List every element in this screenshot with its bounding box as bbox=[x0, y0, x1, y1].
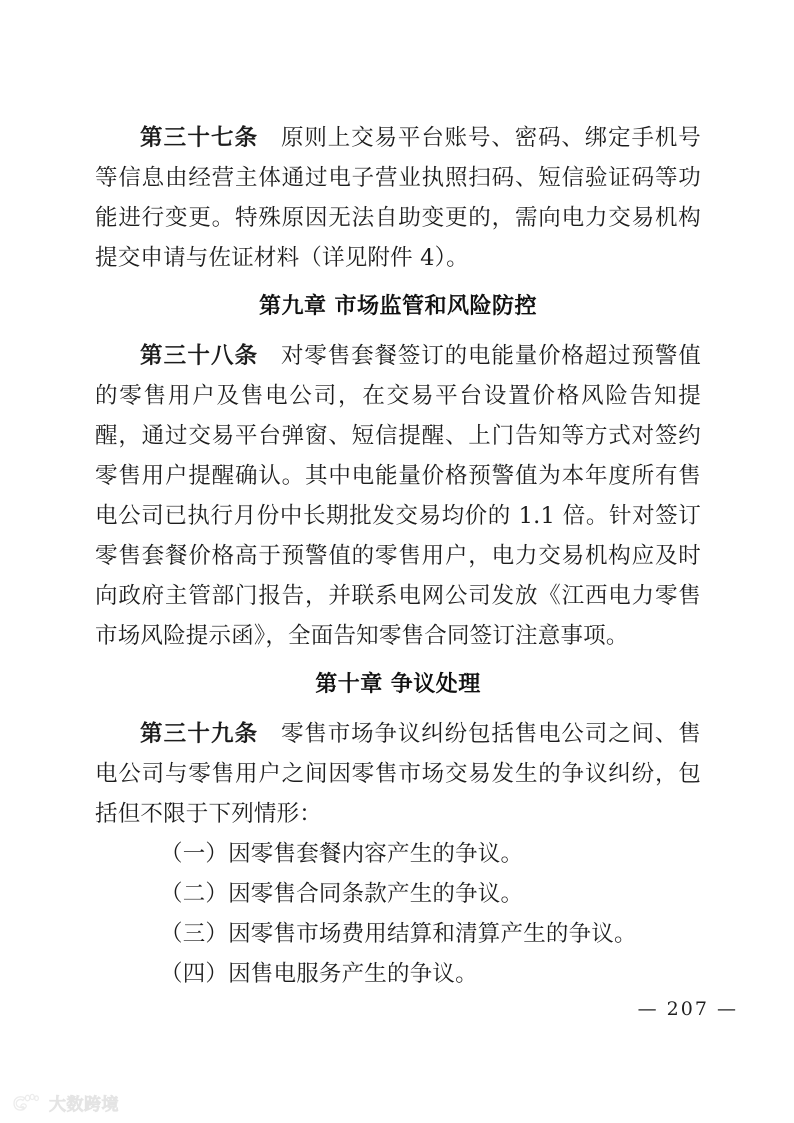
article-text-39: 零售市场争议纠纷包括售电公司之间、售电公司与零售用户之间因零售市场交易发生的争议纠纷，包括但不限于下列情形： bbox=[95, 721, 701, 827]
chapter-heading-9 bbox=[95, 287, 701, 327]
article-text-37: 原则上交易平台账号、密码、绑定手机号等信息由经营主体通过电子营业执照扫码、短信验证码等功能进行变更。特殊原因无法自助变更的，需向电力交易机构提交申请与佐证材料（详见附件 4）。 bbox=[95, 125, 701, 271]
paw-logo-icon bbox=[12, 1092, 44, 1114]
list-item: （一）因零售套餐内容产生的争议。 bbox=[160, 841, 524, 867]
paragraph-article-39 bbox=[95, 714, 701, 834]
article-label-37: 第三十七条 bbox=[140, 125, 259, 151]
chapter-title-10: 争议处理 bbox=[390, 672, 481, 697]
watermark bbox=[12, 1090, 119, 1115]
document-body bbox=[95, 118, 701, 994]
chapter-number-10: 第十章 bbox=[315, 672, 383, 697]
list-item: （三）因零售市场费用结算和清算产生的争议。 bbox=[160, 921, 637, 947]
watermark-text: 大数跨境 bbox=[49, 1095, 119, 1115]
chapter-number-9: 第九章 bbox=[258, 294, 327, 319]
article-label-38: 第三十八条 bbox=[140, 343, 259, 369]
list-item: （二）因零售合同条款产生的争议。 bbox=[160, 881, 524, 907]
article-label-39: 第三十九条 bbox=[140, 721, 259, 747]
article-text-38: 对零售套餐签订的电能量价格超过预警值的零售用户及售电公司，在交易平台设置价格风险告知提醒，通过交易平台弹窗、短信提醒、上门告知等方式对签约零售用户提醒确认。其中电能量价格预警值为本年度所有售电公司已执行月份中长期批发交易均价的 1.1 倍。针对签订零售套餐价格高于预警值的零售用户，电力交易机构应及时向政府主管部门报告，并联系电网公司发放《江西电力零售市场风险提示函》，全面告知零售合同签订注意事项。 bbox=[95, 343, 701, 649]
list-item: （四）因售电服务产生的争议。 bbox=[160, 961, 478, 987]
chapter-heading-10 bbox=[95, 665, 701, 705]
paragraph-article-37 bbox=[95, 118, 701, 278]
paragraph-article-38 bbox=[95, 336, 701, 656]
chapter-title-9: 市场监管和风险防控 bbox=[334, 294, 538, 319]
page-number: — 207 — bbox=[637, 998, 738, 1020]
